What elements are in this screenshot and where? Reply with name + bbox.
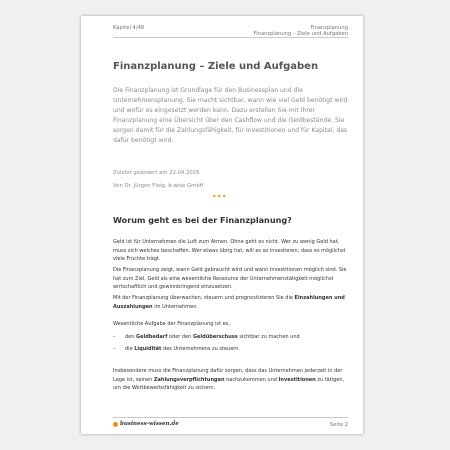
header-divider <box>113 37 348 38</box>
paragraph-4: Wesentliche Aufgabe der Finanzplanung ist es, <box>113 321 230 327</box>
logo-dot-icon <box>113 422 118 427</box>
separator-dots: ••• <box>212 192 227 201</box>
paragraph-5: Insbesondere muss die Finanzplanung dafür sorgen, dass das Unternehmen jederzeit in der Lage ist, seinen Zahlungsverpflichtungen nachzukommen und Investitionen zu tätigen, um die Wettbewerbsfähigkeit zu sichern. <box>113 368 345 391</box>
document-page <box>81 16 363 434</box>
updated-date: Zuletzt geändert am 22.04.2025 <box>113 170 200 176</box>
footer-divider <box>113 417 348 418</box>
header-section: Finanzplanung <box>310 25 348 31</box>
paragraph-2: Die Finanzplanung zeigt, wann Geld gebraucht wird und wann Investitionen möglich sind. Sie hat zum Ziel, Geld als eine wesentliche Ressource der Unternehmenstätigkeit möglichst wirtschaftlich und gewinnbringend einzusetzen. <box>113 267 347 290</box>
list-item: – die Liquidität des Unternehmens zu steuern. <box>113 346 241 352</box>
page-title: Finanzplanung – Ziele und Aufgaben <box>113 61 319 72</box>
header-subsection: Finanzplanung – Ziele und Aufgaben <box>253 31 348 37</box>
page-number: Seite 2 <box>329 422 348 428</box>
chapter-label: Kapitel 4/48 <box>113 25 145 31</box>
paragraph-3: Mit der Finanzplanung überwachen, steuern und prognostizieren Sie die Einzahlungen und Auszahlungen im Unternehmen. <box>113 295 345 310</box>
author-line: Von Dr. Jürgen Fleig, b-wise GmbH <box>113 183 204 189</box>
list-item: – den Geldbedarf oder den Geldüberschuss sichtbar zu machen und <box>113 334 300 340</box>
intro-paragraph: Die Finanzplanung ist Grundlage für den Businessplan und die Unternehmensplanung. Sie macht sichtbar, wann wie viel Geld benötigt wird und wofür es eingesetzt werden kann. Dazu erstellen Sie mit Ihrer Finanzplanung eine Übersicht über den Cashflow und die Geldbestände. Sie sorgen damit für die Zahlungsfähigkeit, für Investitionen und für Kapital, das dafür benötigt wird. <box>113 87 348 144</box>
list-dash: – <box>113 346 116 352</box>
brand-logo: business-wissen.de <box>120 421 179 427</box>
section-heading: Worum geht es bei der Finanzplanung? <box>113 215 292 225</box>
paragraph-1: Geld ist für Unternehmen die Luft zum Atmen. Ohne geht es nicht. Wer zu wenig Geld hat, muss sich welches beschaffen. Wer etwas übrig hat, will es so investieren, dass es möglichst viele Früchte trägt. <box>113 239 346 262</box>
list-dash: – <box>113 334 116 340</box>
